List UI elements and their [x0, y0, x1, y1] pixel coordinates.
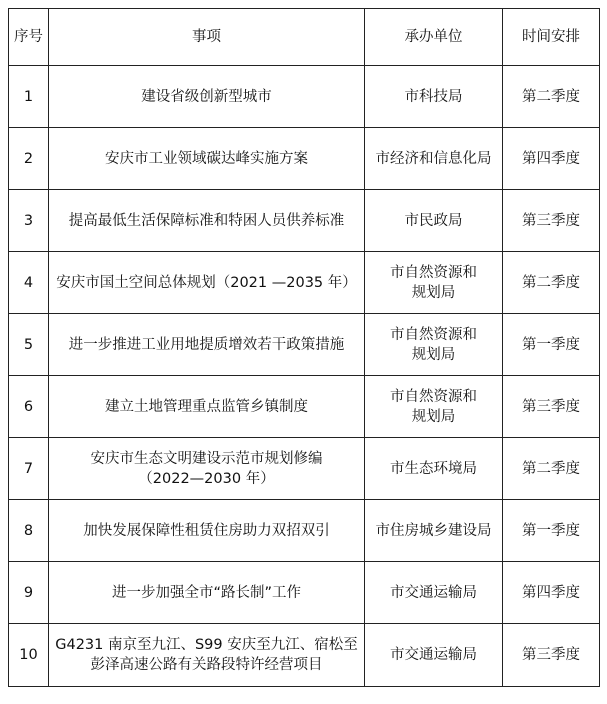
row-number-text: 4 — [23, 274, 34, 291]
row-time-text: 第三季度 — [522, 398, 580, 415]
row-item-cell — [49, 66, 365, 128]
row-number-cell — [9, 66, 49, 128]
row-time-text: 第二季度 — [522, 88, 580, 105]
row-time-cell — [503, 66, 600, 128]
row-number-cell — [9, 624, 49, 687]
row-number-text: 10 — [19, 647, 38, 663]
row-unit-cell — [365, 314, 503, 376]
row-item-cell — [49, 624, 365, 687]
row-unit-cell — [365, 128, 503, 190]
row-item-cell — [49, 500, 365, 562]
row-number-text: 5 — [23, 336, 34, 353]
row-unit-cell — [365, 500, 503, 562]
header-time: 时间安排 — [503, 9, 600, 66]
row-unit-cell — [365, 252, 503, 314]
row-item-cell — [49, 252, 365, 314]
header-no: 序号 — [9, 9, 49, 66]
table-row — [9, 190, 600, 252]
row-time-cell — [503, 190, 600, 252]
row-number-cell — [9, 376, 49, 438]
row-number-cell — [9, 252, 49, 314]
header-unit: 承办单位 — [365, 9, 503, 66]
header-row — [9, 9, 600, 66]
row-number-cell — [9, 500, 49, 562]
table-row — [9, 128, 600, 190]
row-number-cell — [9, 562, 49, 624]
table-row — [9, 438, 600, 500]
row-unit-text: 市住房城乡建设局 — [375, 522, 492, 539]
row-item-cell — [49, 376, 365, 438]
row-item-text: G4231 南京至九江、S99 安庆至九江、宿松至 彭泽高速公路有关路段特许经营项目 — [55, 637, 358, 673]
row-time-cell — [503, 314, 600, 376]
row-time-cell — [503, 438, 600, 500]
row-item-text: 安庆市工业领域碳达峰实施方案 — [105, 150, 308, 167]
table-row — [9, 562, 600, 624]
table-row — [9, 376, 600, 438]
row-item-cell — [49, 314, 365, 376]
row-item-text: 进一步推进工业用地提质增效若干政策措施 — [68, 336, 345, 353]
row-number-text: 1 — [23, 88, 34, 105]
table-header — [9, 9, 600, 66]
row-item-text: 进一步加强全市“路长制”工作 — [111, 584, 302, 601]
row-item-text: 安庆市生态文明建设示范市规划修编 （2022—2030 年） — [90, 450, 323, 487]
row-time-text: 第四季度 — [522, 584, 580, 601]
row-time-text: 第二季度 — [522, 460, 580, 477]
row-item-text: 安庆市国土空间总体规划（2021 —2035 年） — [56, 274, 357, 291]
table-row — [9, 66, 600, 128]
row-unit-text: 市科技局 — [404, 88, 463, 105]
row-number-text: 6 — [23, 398, 34, 415]
row-time-cell — [503, 562, 600, 624]
row-item-text: 建立土地管理重点监管乡镇制度 — [105, 398, 308, 415]
row-unit-text: 市自然资源和 规划局 — [390, 388, 477, 425]
row-unit-cell — [365, 624, 503, 687]
table-body — [9, 66, 600, 687]
row-item-text: 建设省级创新型城市 — [141, 88, 272, 105]
header-item: 事项 — [49, 9, 365, 66]
row-item-cell — [49, 438, 365, 500]
row-item-text: 提高最低生活保障标准和特困人员供养标准 — [68, 212, 345, 229]
row-time-cell — [503, 500, 600, 562]
row-unit-text: 市自然资源和 规划局 — [390, 326, 477, 363]
row-time-text: 第一季度 — [522, 522, 580, 539]
row-time-text: 第一季度 — [522, 336, 580, 353]
row-unit-cell — [365, 562, 503, 624]
row-number-text: 2 — [23, 150, 34, 167]
row-unit-cell — [365, 376, 503, 438]
row-number-text: 7 — [23, 460, 34, 477]
row-number-text: 3 — [23, 212, 34, 229]
table-row — [9, 252, 600, 314]
row-number-cell — [9, 190, 49, 252]
row-unit-text: 市交通运输局 — [390, 647, 477, 663]
row-unit-text: 市民政局 — [404, 212, 463, 229]
row-item-text: 加快发展保障性租赁住房助力双招双引 — [83, 522, 330, 539]
row-time-text: 第三季度 — [522, 647, 580, 663]
table-row — [9, 624, 600, 687]
table-row — [9, 314, 600, 376]
row-number-cell — [9, 128, 49, 190]
row-unit-text: 市经济和信息化局 — [375, 150, 492, 167]
row-number-text: 9 — [23, 584, 34, 601]
row-item-cell — [49, 128, 365, 190]
row-time-text: 第三季度 — [522, 212, 580, 229]
row-time-text: 第四季度 — [522, 150, 580, 167]
row-unit-text: 市交通运输局 — [390, 584, 477, 601]
task-table — [8, 8, 600, 687]
row-number-cell — [9, 314, 49, 376]
row-time-text: 第二季度 — [522, 274, 580, 291]
row-number-text: 8 — [23, 522, 34, 539]
row-unit-cell — [365, 438, 503, 500]
row-unit-cell — [365, 190, 503, 252]
row-number-cell — [9, 438, 49, 500]
row-item-cell — [49, 562, 365, 624]
row-time-cell — [503, 128, 600, 190]
table-row — [9, 500, 600, 562]
row-time-cell — [503, 624, 600, 687]
row-unit-text: 市生态环境局 — [390, 460, 477, 477]
row-item-cell — [49, 190, 365, 252]
row-unit-cell — [365, 66, 503, 128]
row-unit-text: 市自然资源和 规划局 — [390, 264, 477, 301]
row-time-cell — [503, 252, 600, 314]
row-time-cell — [503, 376, 600, 438]
